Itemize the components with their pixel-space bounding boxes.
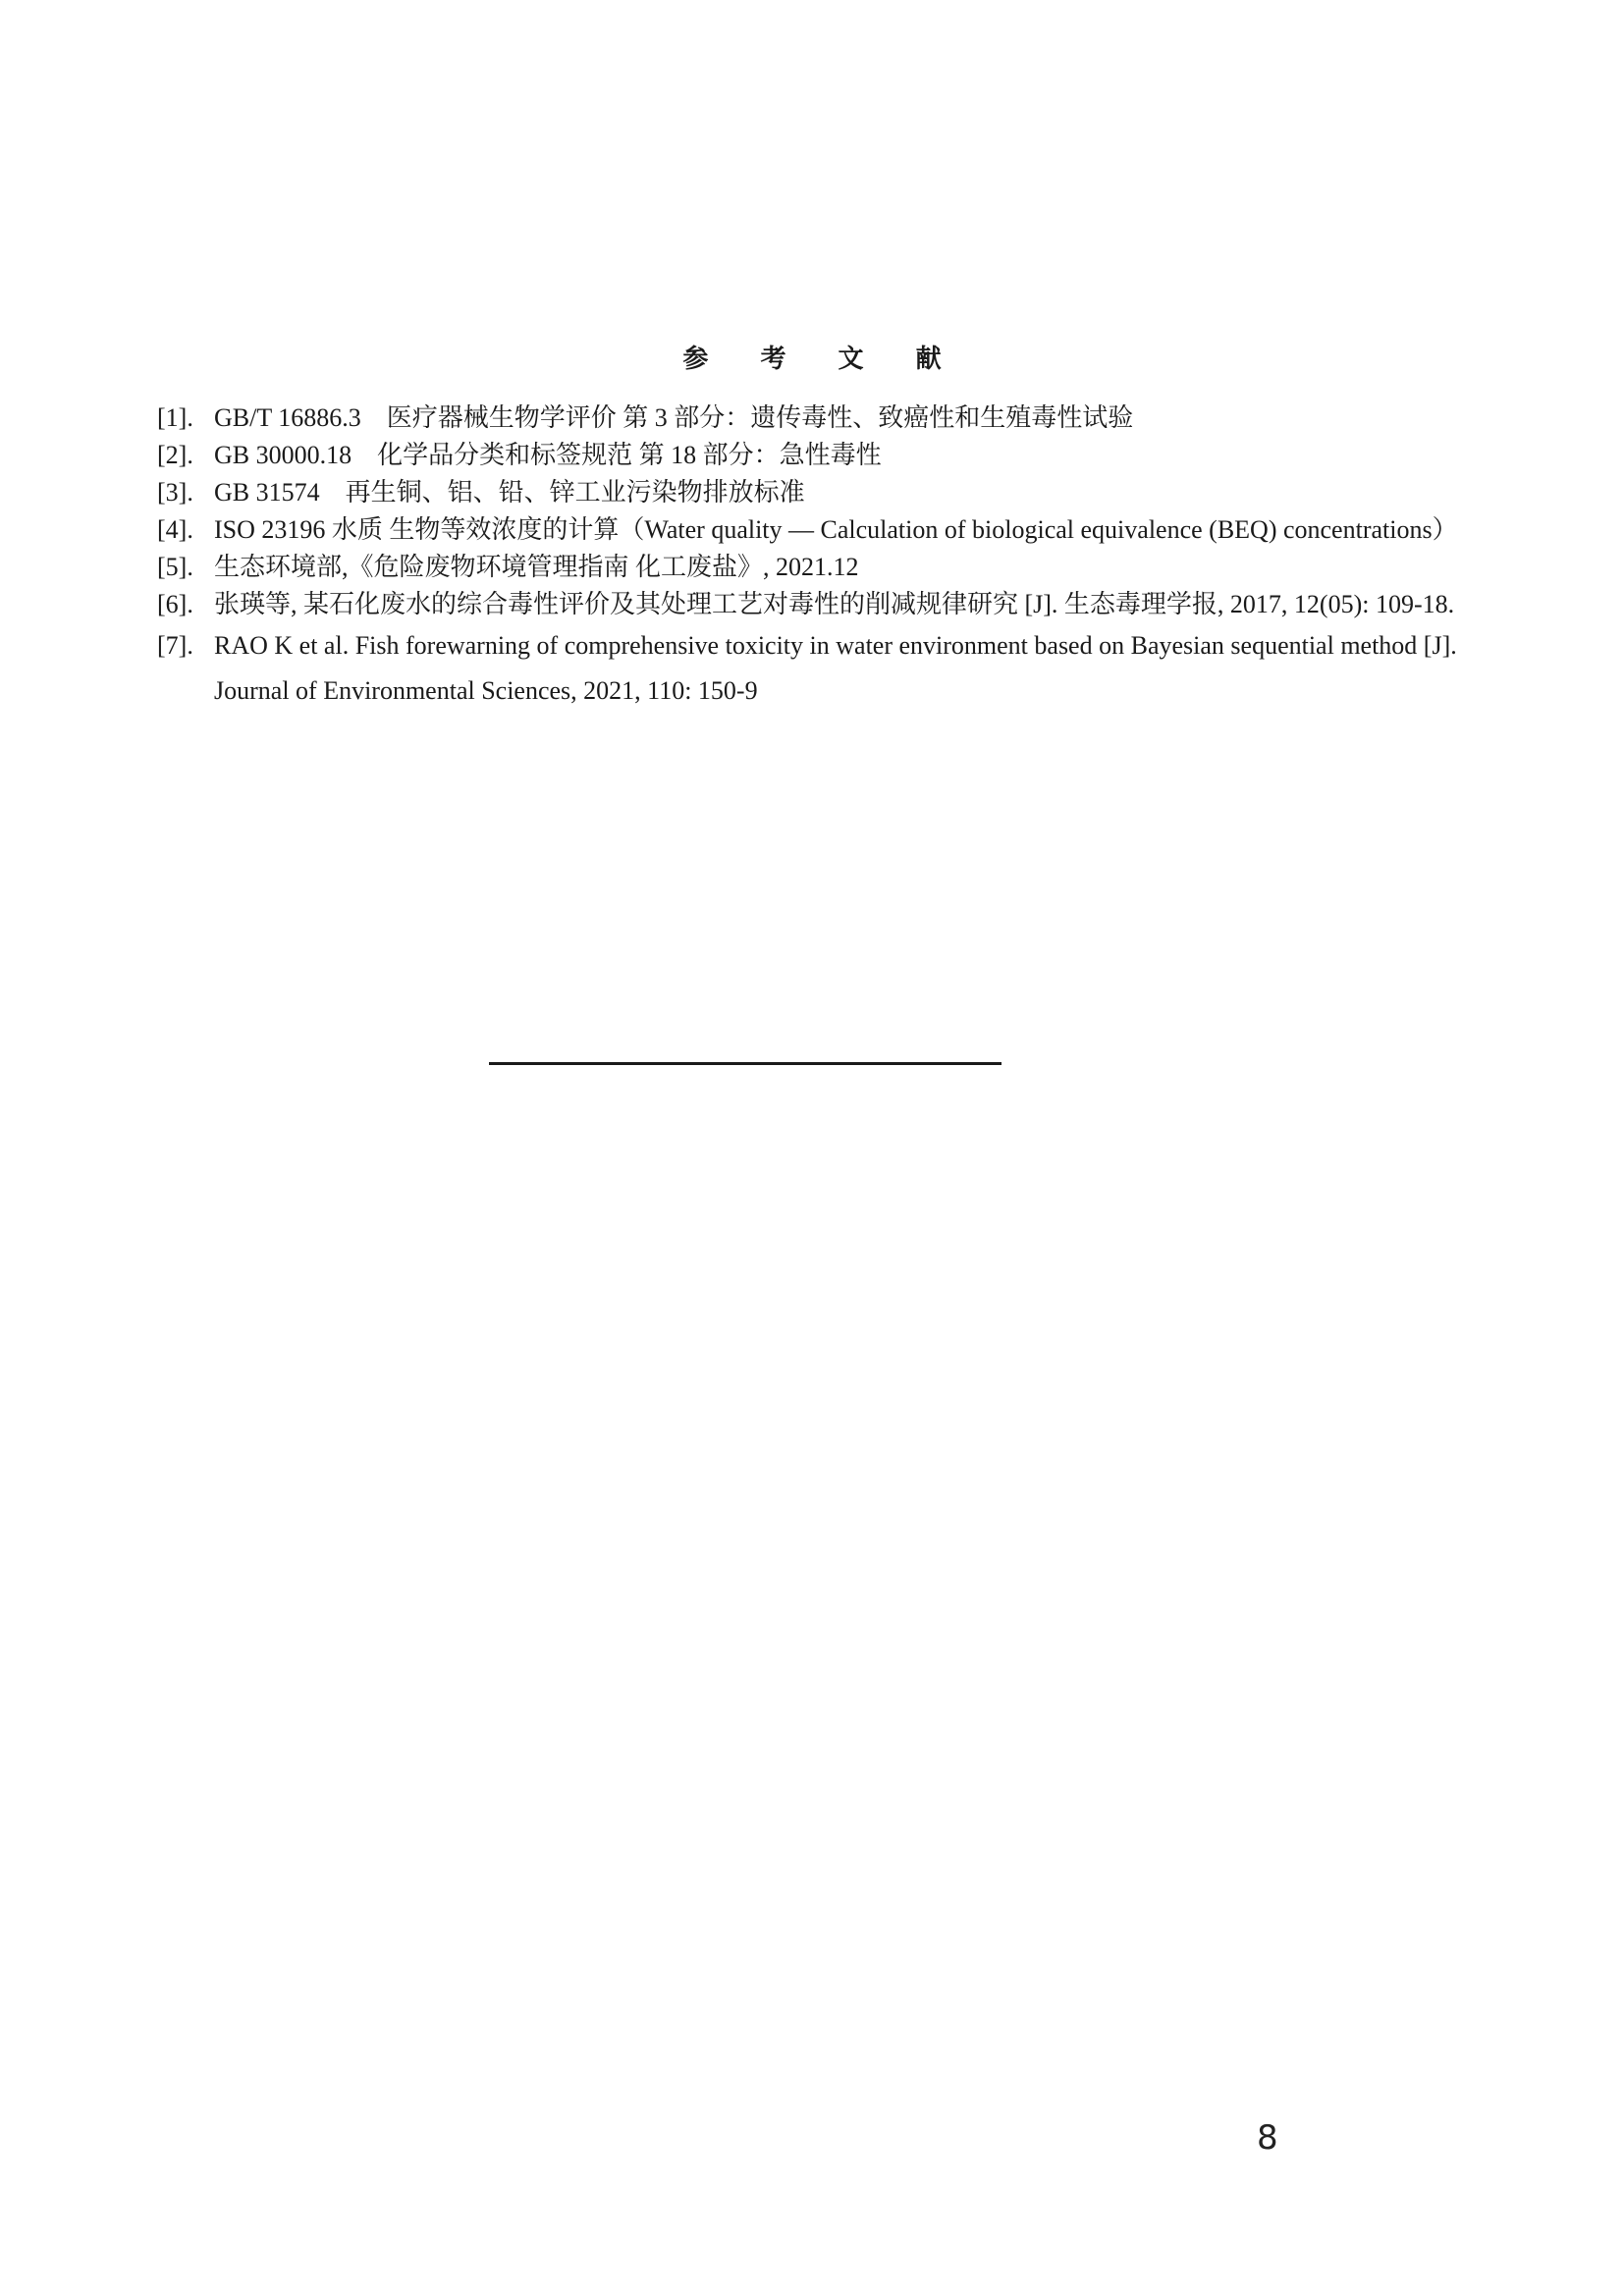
reference-text: RAO K et al. Fish forewarning of comprehensive toxicity in water environment based on Bayesian sequential method [J]. Journal of Environmental Sciences, 2021, 110: 150-9 [214, 631, 1457, 705]
reference-number: [5]. [157, 553, 193, 581]
reference-list [157, 400, 1463, 714]
reference-text: 张瑛等, 某石化废水的综合毒性评价及其处理工艺对毒性的削减规律研究 [J]. 生态毒理学报, 2017, 12(05): 109-18. [214, 590, 1455, 618]
end-rule [489, 1062, 1001, 1065]
reference-item-6 [157, 586, 1463, 623]
reference-item-4 [157, 511, 1463, 549]
reference-item-1 [157, 400, 1463, 437]
reference-text: 生态环境部,《危险废物环境管理指南 化工废盐》, 2021.12 [214, 553, 859, 581]
reference-number: [3]. [157, 478, 193, 507]
reference-number: [7]. [157, 631, 193, 660]
reference-number: [6]. [157, 590, 193, 618]
reference-text: GB/T 16886.3 医疗器械生物学评价 第 3 部分：遗传毒性、致癌性和生殖毒性试验 [214, 403, 1134, 432]
reference-item-2 [157, 437, 1463, 474]
page-number: 8 [1257, 2118, 1278, 2158]
reference-text: GB 30000.18 化学品分类和标签规范 第 18 部分：急性毒性 [214, 441, 882, 469]
reference-text: ISO 23196 水质 生物等效浓度的计算（Water quality — Calculation of biological equivalence (BEQ) concentrations） [214, 515, 1458, 544]
reference-number: [4]. [157, 515, 193, 544]
reference-item-7 [157, 623, 1463, 714]
reference-item-3 [157, 474, 1463, 511]
reference-number: [1]. [157, 403, 193, 432]
reference-number: [2]. [157, 441, 193, 469]
reference-text: GB 31574 再生铜、铝、铅、锌工业污染物排放标准 [214, 478, 805, 507]
reference-item-5 [157, 549, 1463, 586]
references-heading: 参 考 文 献 [682, 345, 963, 374]
